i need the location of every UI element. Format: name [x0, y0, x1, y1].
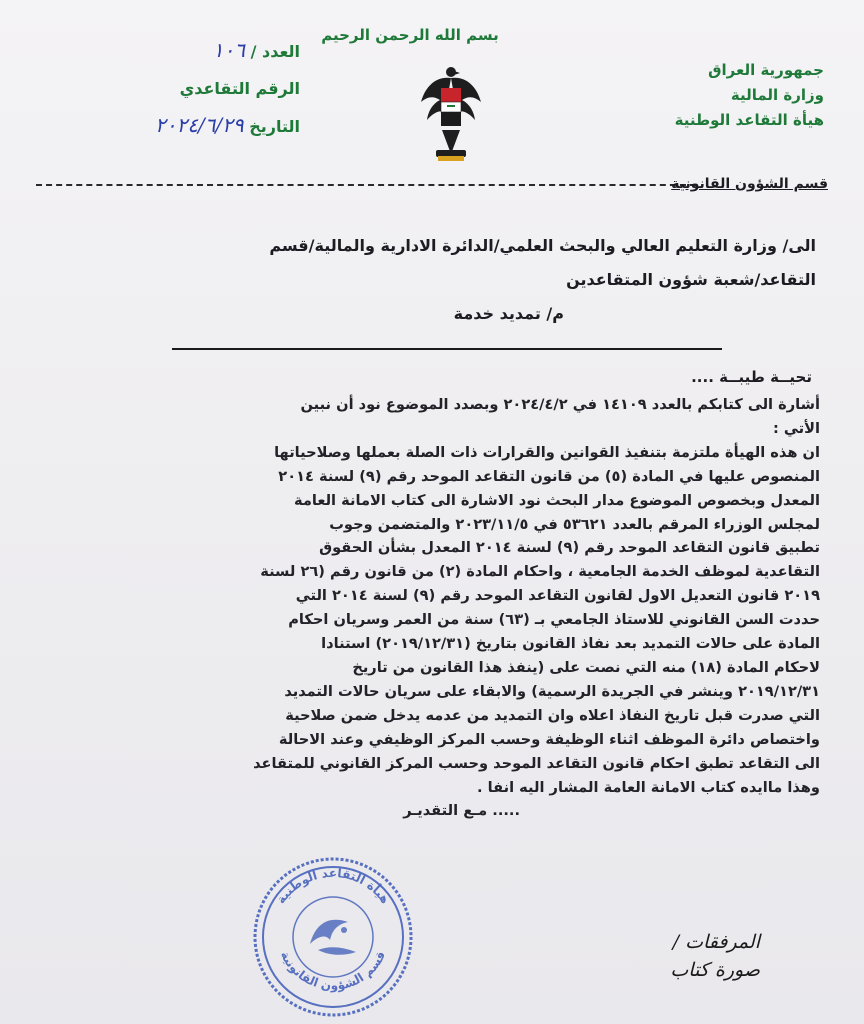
body-line: المعدل وبخصوص الموضوع مدار البحث نود الاشارة الى كتاب الامانة العامة [293, 491, 820, 509]
seal-bottom-text: قسم الشؤون القانونية [277, 948, 389, 993]
body-line: المنصوص عليها في المادة (٥) من قانون التقاعد الموحد رقم (٩) لسنة ٢٠١٤ [278, 467, 820, 485]
body-line: التي صدرت قبل تاريخ النفاذ اعلاه وان التمديد من عدمه يدخل ضمن صلاحية [285, 706, 820, 724]
issuer-block [624, 58, 824, 133]
date-value: ٢٠٢٤/٦/٢٩ [154, 113, 244, 137]
letter-body [40, 393, 820, 823]
date-label: التاريخ [249, 117, 300, 136]
authority-name: هيأة التقاعد الوطنية [674, 111, 824, 129]
attachments-note [620, 928, 760, 984]
number-label: العدد / [250, 42, 300, 61]
greeting: تحيــة طيبــة .... [691, 368, 812, 386]
body-line: تطبيق قانون التقاعد الموحد رقم (٩) لسنة ٢٠١٤ المعدل بشأن الحقوق [319, 539, 820, 557]
body-line: ٢٠١٩/١٢/٣١ وينشر في الجريدة الرسمية) والابقاء على سريان حالات التمديد [284, 682, 820, 700]
body-line: وهذا ماايده كتاب الامانة العامة المشار اليه انفا . [477, 778, 820, 796]
number-row [40, 32, 300, 70]
header-divider [36, 184, 696, 186]
number-value: ١٠٦ [212, 38, 246, 62]
body-line: لمجلس الوزراء المرقم بالعدد ٥٣٦٢١ في ٢٠٢٣/١١/٥ والمتضمن وجوب [329, 515, 820, 533]
closing-line: ..... مـع التقديـر [403, 802, 520, 820]
body-line: واختصاص دائرة الموظف اثناء الوظيفة وحسب المركز الوظيفي وعند الاحالة [278, 730, 820, 748]
attachments-item: صورة كتاب [670, 959, 760, 981]
basmala: بسم الله الرحمن الرحيم [321, 26, 499, 44]
body-line: التقاعدية لموظف الخدمة الجامعية ، واحكام المادة (٢) من قانون رقم (٢٦ لسنة [260, 563, 820, 581]
iraq-eagle-emblem-icon [418, 62, 484, 166]
svg-text:قسم الشؤون القانونية [278, 949, 388, 994]
attachments-label: المرفقات / [672, 931, 760, 953]
republic-name: جمهورية العراق [708, 61, 824, 79]
reference-block [40, 32, 300, 145]
addressee-line-1: الى/ وزارة التعليم العالي والبحث العلمي/الدائرة الادارية والمالية/قسم [269, 236, 816, 255]
body-line: ٢٠١٩ قانون التعديل الاول لقانون التقاعد الموحد رقم (٩) لسنة ٢٠١٤ التي [295, 587, 820, 605]
subject-underline [172, 348, 722, 350]
retirement-number-label: الرقم التقاعدي [179, 79, 300, 98]
official-seal-stamp-icon [248, 852, 418, 1022]
body-line: ان هذه الهيأة ملتزمة بتنفيذ القوانين والقرارات ذات الصلة بعملها وصلاحياتها [274, 443, 820, 461]
body-line: الأتي : [772, 419, 820, 437]
body-line: حددت السن القانوني للاستاذ الجامعي بـ (٦٣) سنة من العمر وسريان احكام [288, 611, 820, 629]
body-line: أشارة الى كتابكم بالعدد ١٤١٠٩ في ٢٠٢٤/٤/٢ وبصدد الموضوع نود أن نبين [300, 396, 820, 413]
subject-line: م/ تمديد خدمة [453, 304, 564, 323]
date-row [40, 107, 300, 145]
body-line: لاحكام المادة (١٨) منه التي نصت على (ينفذ هذا القانون من تاريخ [352, 658, 820, 676]
body-line: الى التقاعد تطبق احكام قانون التقاعد الموحد وحسب المركز القانوني للمتقاعد [253, 754, 820, 772]
body-line: المادة على حالات التمديد بعد نفاذ القانون بتاريخ (٢٠١٩/١٢/٣١) استنادا [321, 635, 820, 653]
addressee-line-2: التقاعد/شعبة شؤون المتقاعدين [566, 270, 816, 289]
ministry-name: وزارة المالية [730, 86, 824, 104]
seal-top-text: هيأة التقاعد الوطنية [273, 865, 393, 907]
section-label: قسم الشؤون القانونية [671, 176, 828, 192]
